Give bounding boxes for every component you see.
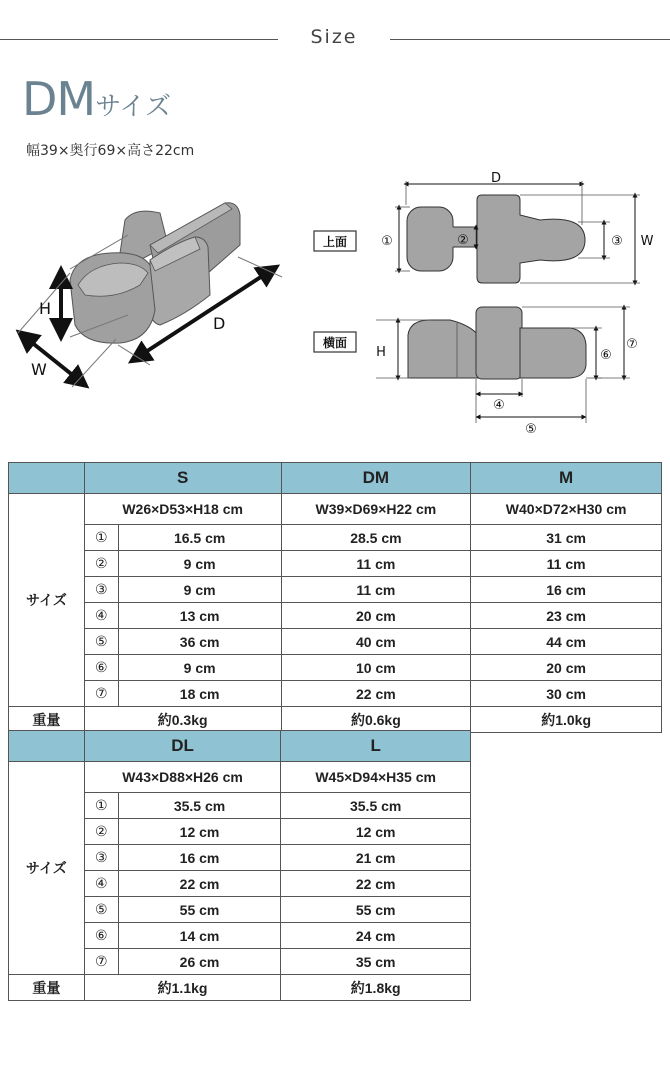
table-cell: 22 cm bbox=[281, 871, 471, 897]
table1-col-s: S bbox=[84, 463, 281, 494]
table-cell: 36 cm bbox=[118, 629, 281, 655]
table-row bbox=[9, 551, 662, 577]
row-marker: ① bbox=[84, 525, 118, 551]
table2-col-dl: DL bbox=[84, 731, 281, 762]
table-cell: 9 cm bbox=[118, 577, 281, 603]
table2-weight-l: 約1.8kg bbox=[281, 975, 471, 1001]
row-marker: ② bbox=[84, 551, 118, 577]
top-marker-3: ③ bbox=[611, 234, 623, 249]
table-cell: 21 cm bbox=[281, 845, 471, 871]
table1-col-dm: DM bbox=[281, 463, 471, 494]
table1-col-m: M bbox=[471, 463, 662, 494]
table-cell: 40 cm bbox=[281, 629, 471, 655]
table-row bbox=[9, 707, 662, 733]
side-view-label: 横面 bbox=[322, 336, 348, 350]
table2-overall-dl: W43×D88×H26 cm bbox=[84, 762, 281, 793]
table-cell: 23 cm bbox=[471, 603, 662, 629]
table-cell: 16 cm bbox=[471, 577, 662, 603]
table-cell: 11 cm bbox=[471, 551, 662, 577]
table-cell: 16.5 cm bbox=[118, 525, 281, 551]
row-marker: ③ bbox=[84, 845, 118, 871]
top-view-label: 上面 bbox=[322, 235, 348, 249]
table-cell: 14 cm bbox=[118, 923, 281, 949]
row-marker: ④ bbox=[84, 871, 118, 897]
row-marker: ⑦ bbox=[84, 681, 118, 707]
table1-weight-m: 約1.0kg bbox=[471, 707, 662, 733]
table-cell: 35.5 cm bbox=[281, 793, 471, 819]
size-header-label: Size bbox=[310, 26, 358, 48]
side-marker-6: ⑥ bbox=[600, 348, 612, 363]
table-cell: 26 cm bbox=[118, 949, 281, 975]
side-h-label: H bbox=[376, 345, 386, 360]
table-cell: 16 cm bbox=[118, 845, 281, 871]
table2-overall-l: W45×D94×H35 cm bbox=[281, 762, 471, 793]
table-row bbox=[9, 577, 662, 603]
table-cell: 9 cm bbox=[118, 551, 281, 577]
side-view-drawing bbox=[314, 307, 638, 437]
size-table-s-dm-m bbox=[8, 462, 662, 733]
table1-weight-label: 重量 bbox=[9, 707, 85, 733]
table-cell: 11 cm bbox=[281, 577, 471, 603]
table-cell: 22 cm bbox=[118, 871, 281, 897]
table-row bbox=[9, 681, 662, 707]
row-marker: ⑦ bbox=[84, 949, 118, 975]
row-marker: ③ bbox=[84, 577, 118, 603]
dim-d-label: D bbox=[213, 314, 226, 333]
table1-weight-dm: 約0.6kg bbox=[281, 707, 471, 733]
row-marker: ② bbox=[84, 819, 118, 845]
row-marker: ① bbox=[84, 793, 118, 819]
side-marker-5: ⑤ bbox=[525, 422, 537, 437]
table2-size-label: サイズ bbox=[9, 762, 85, 975]
top-marker-2: ② bbox=[457, 233, 469, 248]
row-marker: ⑤ bbox=[84, 897, 118, 923]
table-cell: 12 cm bbox=[118, 819, 281, 845]
table-cell: 55 cm bbox=[118, 897, 281, 923]
top-view-drawing bbox=[314, 171, 654, 283]
top-marker-1: ① bbox=[381, 234, 393, 249]
dim-h-label: H bbox=[39, 299, 52, 318]
dim-w-label: W bbox=[31, 360, 47, 379]
side-marker-7: ⑦ bbox=[626, 337, 638, 352]
table1-size-label: サイズ bbox=[9, 494, 85, 707]
table-cell: 24 cm bbox=[281, 923, 471, 949]
header-rule-left bbox=[0, 39, 278, 40]
row-marker: ⑥ bbox=[84, 923, 118, 949]
model-title bbox=[22, 72, 171, 126]
row-marker: ⑤ bbox=[84, 629, 118, 655]
top-d-label: D bbox=[490, 171, 502, 186]
model-name-suffix: サイズ bbox=[95, 92, 172, 122]
top-w-label: W bbox=[640, 234, 654, 249]
table-cell: 11 cm bbox=[281, 551, 471, 577]
table-row bbox=[9, 655, 662, 681]
table-cell: 35 cm bbox=[281, 949, 471, 975]
table-cell: 55 cm bbox=[281, 897, 471, 923]
size-section-header bbox=[0, 26, 670, 54]
table1-overall-dm: W39×D69×H22 cm bbox=[281, 494, 471, 525]
table-cell: 44 cm bbox=[471, 629, 662, 655]
table1-corner-cell bbox=[9, 463, 85, 494]
table-row bbox=[9, 975, 471, 1001]
table-cell: 35.5 cm bbox=[118, 793, 281, 819]
side-marker-4: ④ bbox=[493, 398, 505, 413]
model-dimensions: 幅39×奥行69×高さ22cm bbox=[26, 143, 195, 159]
table-cell: 22 cm bbox=[281, 681, 471, 707]
table2-corner-cell bbox=[9, 731, 85, 762]
row-marker: ⑥ bbox=[84, 655, 118, 681]
table-row bbox=[9, 629, 662, 655]
table1-weight-s: 約0.3kg bbox=[84, 707, 281, 733]
table2-weight-dl: 約1.1kg bbox=[84, 975, 281, 1001]
table-row bbox=[9, 525, 662, 551]
table1-overall-s: W26×D53×H18 cm bbox=[84, 494, 281, 525]
model-name: DM bbox=[22, 72, 96, 126]
product-illustration bbox=[0, 165, 670, 445]
table-cell: 20 cm bbox=[471, 655, 662, 681]
table-row bbox=[9, 603, 662, 629]
table-cell: 30 cm bbox=[471, 681, 662, 707]
table2-col-l: L bbox=[281, 731, 471, 762]
table-cell: 9 cm bbox=[118, 655, 281, 681]
size-table-dl-l bbox=[8, 730, 471, 1001]
header-rule-right bbox=[390, 39, 670, 40]
table-cell: 20 cm bbox=[281, 603, 471, 629]
table-cell: 28.5 cm bbox=[281, 525, 471, 551]
table-cell: 12 cm bbox=[281, 819, 471, 845]
table-cell: 18 cm bbox=[118, 681, 281, 707]
table-cell: 13 cm bbox=[118, 603, 281, 629]
table2-weight-label: 重量 bbox=[9, 975, 85, 1001]
table-cell: 10 cm bbox=[281, 655, 471, 681]
table1-overall-m: W40×D72×H30 cm bbox=[471, 494, 662, 525]
table-cell: 31 cm bbox=[471, 525, 662, 551]
row-marker: ④ bbox=[84, 603, 118, 629]
